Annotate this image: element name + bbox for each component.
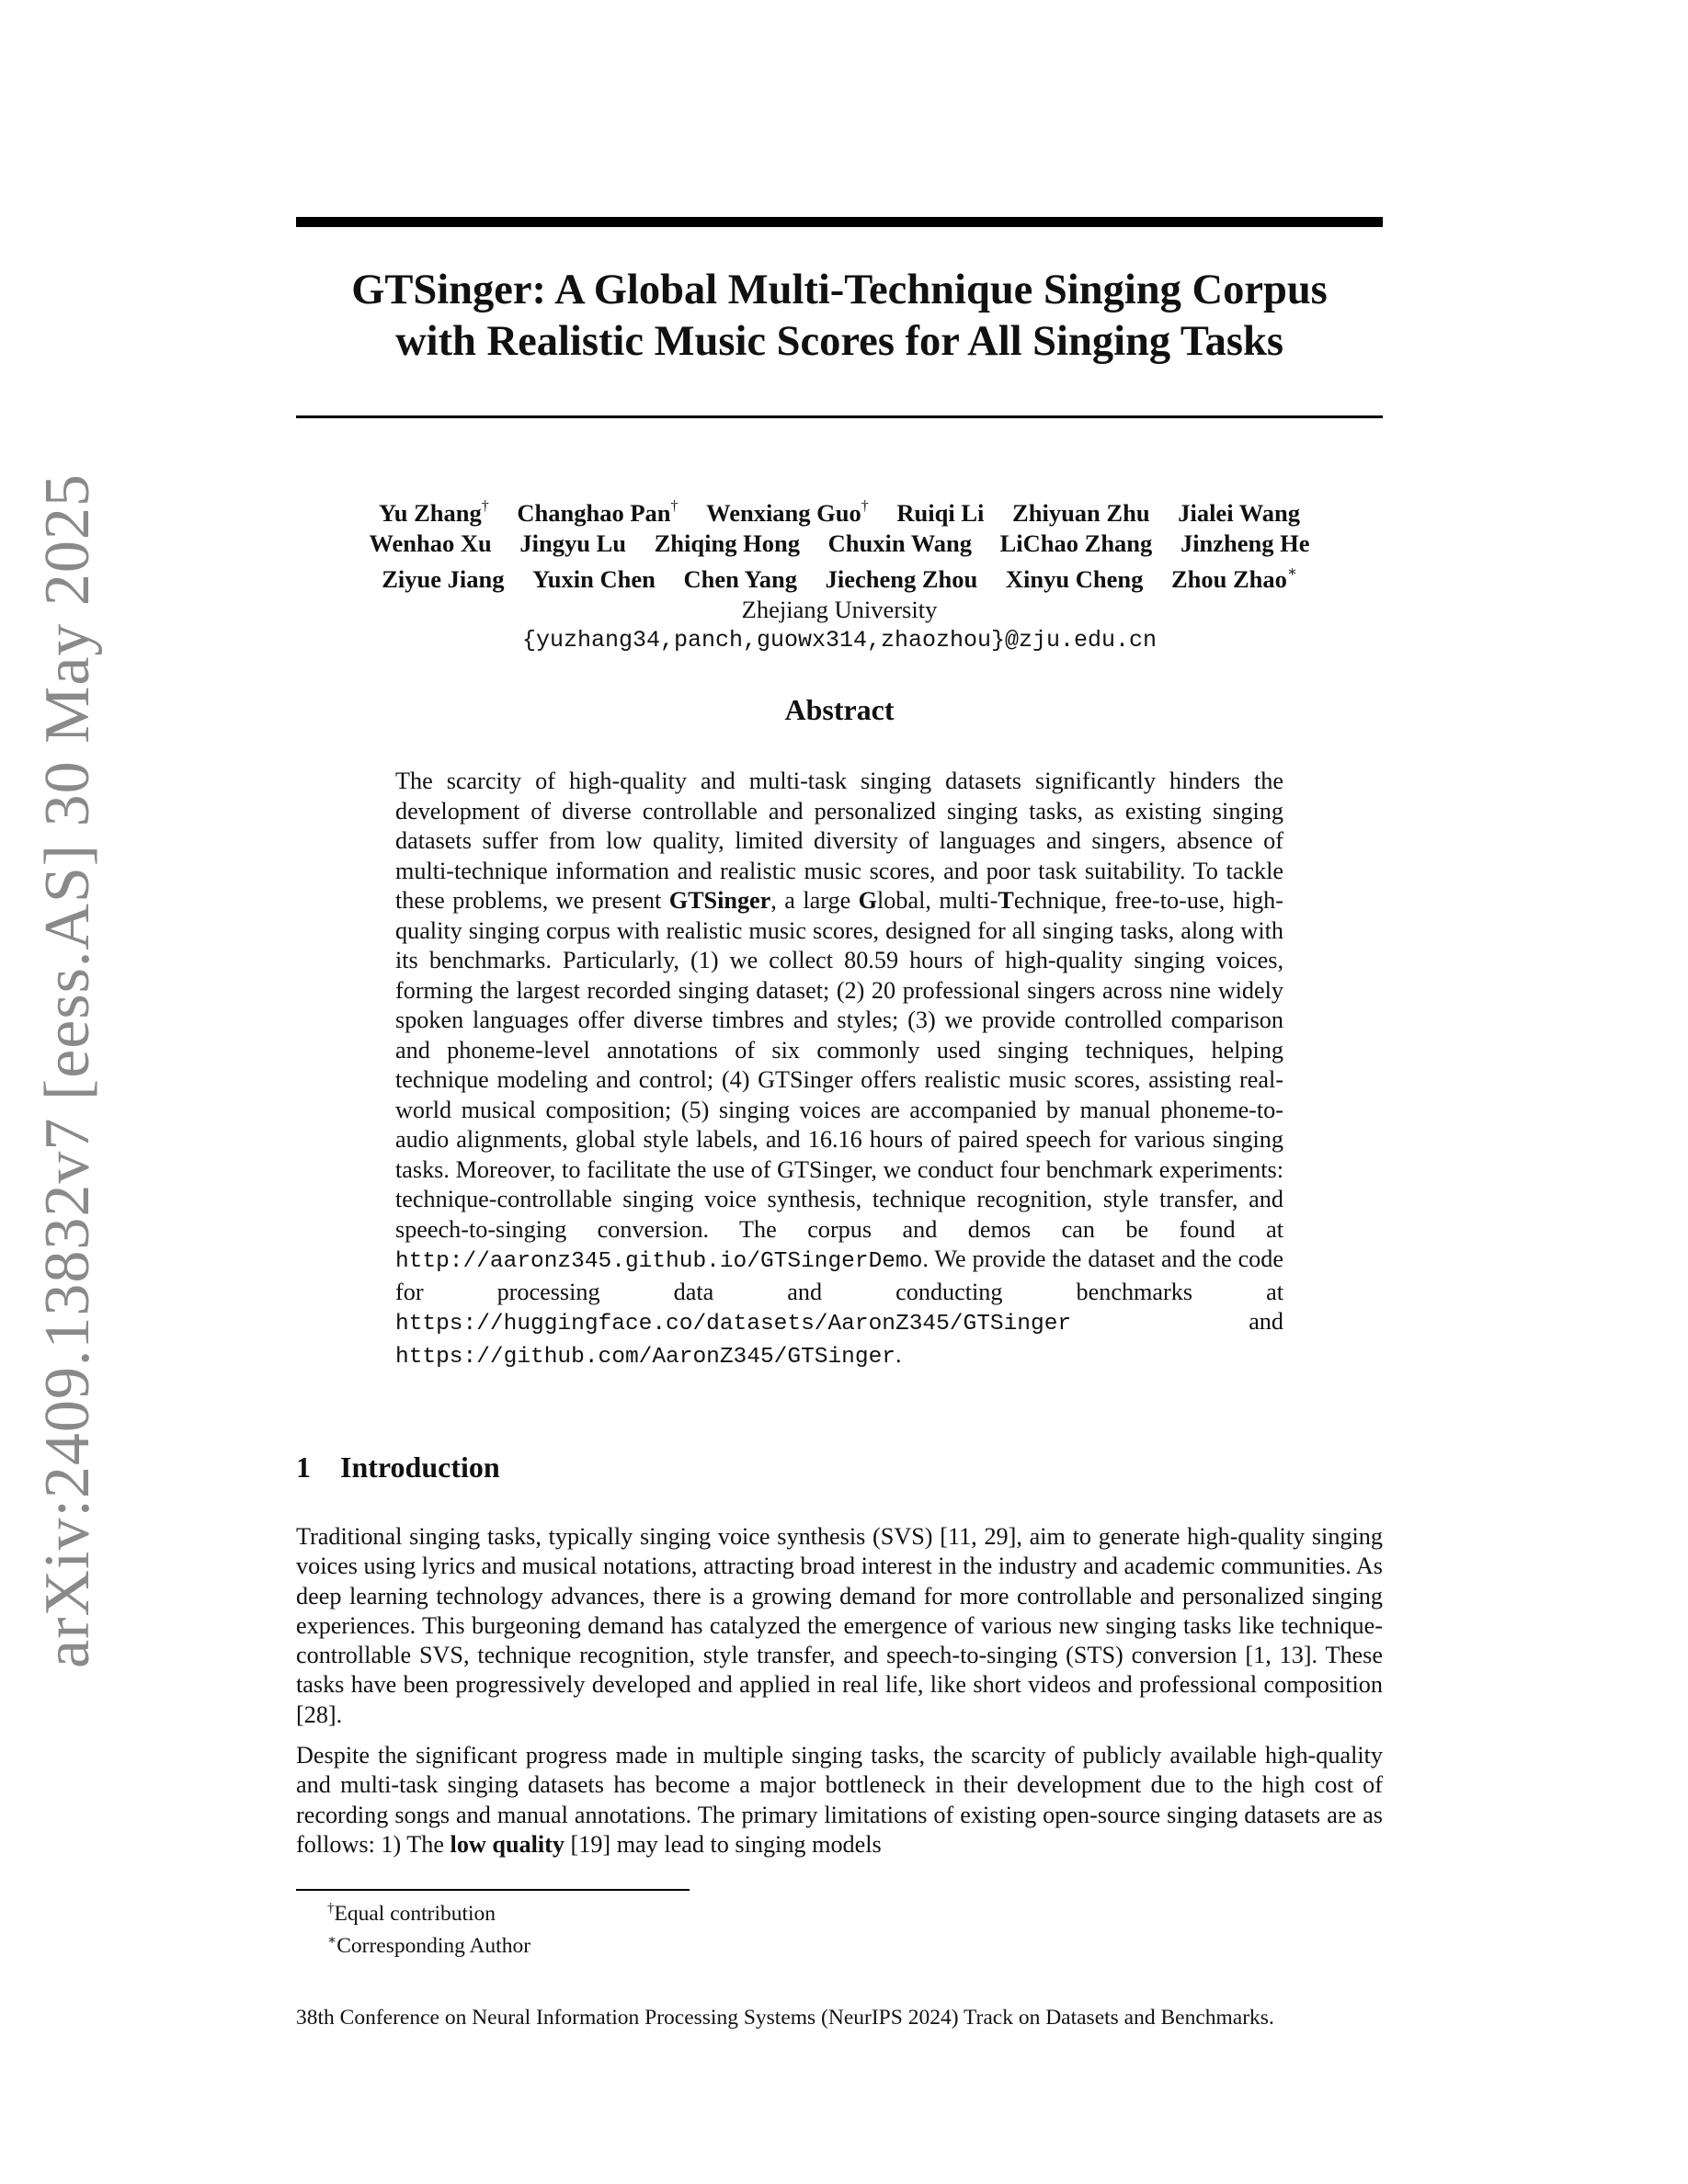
author-row-1	[296, 493, 1383, 529]
author-name: Chen Yang	[683, 564, 797, 593]
title-top-rule	[296, 217, 1383, 227]
author-name: Zhiyuan Zhu	[1012, 498, 1150, 527]
author-row-2	[296, 529, 1383, 559]
title-line-1: GTSinger: A Global Multi-Technique Singing Corpus	[351, 267, 1328, 313]
title-bottom-rule	[296, 415, 1383, 418]
footnote-corresponding-author: ∗Corresponding Author	[327, 1932, 531, 1958]
introduction-body	[296, 1522, 1383, 1871]
author-email: {yuzhang34,panch,guowx314,zhaozhou}@zju.edu.cn	[521, 626, 1158, 654]
author-name: Zhou Zhao∗	[1170, 563, 1297, 593]
abstract-heading: Abstract	[784, 693, 895, 726]
author-name: Jialei Wang	[1178, 498, 1300, 527]
author-name: Jiecheng Zhou	[825, 564, 978, 593]
author-row-3	[296, 559, 1383, 595]
author-name: Wenxiang Guo†	[706, 498, 869, 527]
github-link[interactable]: https://github.com/AaronZ345/GTSinger	[395, 1344, 895, 1370]
author-name: Chuxin Wang	[827, 529, 972, 557]
author-name: Yuxin Chen	[532, 564, 656, 593]
dataset-name: GTSinger	[668, 887, 771, 914]
author-name: Jingyu Lu	[519, 529, 626, 557]
section-number: 1	[296, 1450, 311, 1484]
affiliation: Zhejiang University	[741, 595, 938, 623]
section-title: Introduction	[340, 1450, 500, 1484]
footnote-rule	[296, 1889, 690, 1891]
footnote-equal-contribution: †Equal contribution	[327, 1901, 496, 1926]
section-heading-introduction	[296, 1450, 500, 1484]
author-name: LiChao Zhang	[999, 529, 1153, 557]
author-name: Zhiqing Hong	[654, 529, 800, 557]
title-line-2: with Realistic Music Scores for All Singing Tasks	[395, 318, 1283, 365]
author-name: Jinzheng He	[1180, 529, 1310, 557]
paper-title	[296, 265, 1383, 368]
abstract-body: The scarcity of high-quality and multi-task singing datasets significantly hinders the development of diverse controllable and personalized singing tasks, as existing singing datasets suffer from low quality, limited diversity of languages and singers, absence of multi-technique information and realistic music scores, and poor task suitability. To tackle these problems, we present GTSinger, a large Global, multi-Technique, free-to-use, high-quality singing corpus with realistic music scores, designed for all singing tasks, along with its benchmarks. Particularly, (1) we collect 80.59 hours of high-quality singing voices, forming the largest recorded singing dataset; (2) 20 professional singers across nine widely spoken languages offer diverse timbres and styles; (3) we provide controlled comparison and phoneme-level annotations of six commonly used singing techniques, helping technique modeling and control; (4) GTSinger offers realistic music scores, assisting real-world musical composition; (5) singing voices are accompanied by manual phoneme-to-audio alignments, global style labels, and 16.16 hours of paired speech for various singing tasks. Moreover, to facilitate the use of GTSinger, we conduct four benchmark experiments: technique-controllable singing voice synthesis, technique recognition, style transfer, and speech-to-singing conversion. The corpus and demos can be found at http://aaronz345.github.io/GTSingerDemo. We provide the dataset and the code for processing data and conducting benchmarks at https://huggingface.co/datasets/AaronZ345/GTSinger and https://github.com/AaronZ345/GTSinger.	[395, 768, 1283, 1370]
author-name: Yu Zhang†	[379, 498, 489, 527]
demo-link[interactable]: http://aaronz345.github.io/GTSingerDemo	[395, 1249, 923, 1274]
author-name: Changhao Pan†	[517, 498, 679, 527]
author-name: Wenhao Xu	[369, 529, 492, 557]
huggingface-link[interactable]: https://huggingface.co/datasets/AaronZ345/GTSinger	[395, 1312, 1072, 1337]
author-name: Ziyue Jiang	[382, 564, 505, 593]
arxiv-watermark: arXiv:2409.13832v7 [eess.AS] 30 May 2025	[32, 473, 103, 1668]
author-name: Xinyu Cheng	[1005, 564, 1144, 593]
intro-paragraph-2: Despite the significant progress made in multiple singing tasks, the scarcity of publicly available high-quality and multi-task singing datasets has become a major bottleneck in their development due to the high cost of recording songs and manual annotations. The primary limitations of existing open-source singing datasets are as follows: 1) The low quality [19] may lead to singing models	[296, 1742, 1383, 1858]
author-name: Ruiqi Li	[896, 498, 985, 527]
conference-footer: 38th Conference on Neural Information Processing Systems (NeurIPS 2024) Track on Datasets and Benchmarks.	[296, 2006, 1274, 2030]
author-block	[296, 493, 1383, 655]
intro-paragraph-1: Traditional singing tasks, typically singing voice synthesis (SVS) [11, 29], aim to generate high-quality singing voices using lyrics and musical notations, attracting broad interest in the industry and academic communities. As deep learning technology advances, there is a growing demand for more controllable and personalized singing experiences. This burgeoning demand has catalyzed the emergence of various new singing tasks like technique-controllable SVS, technique recognition, style transfer, and speech-to-singing (STS) conversion [1, 13]. These tasks have been progressively developed and applied in real life, like short videos and professional composition [28].	[296, 1523, 1383, 1728]
footnotes	[327, 1895, 530, 1960]
